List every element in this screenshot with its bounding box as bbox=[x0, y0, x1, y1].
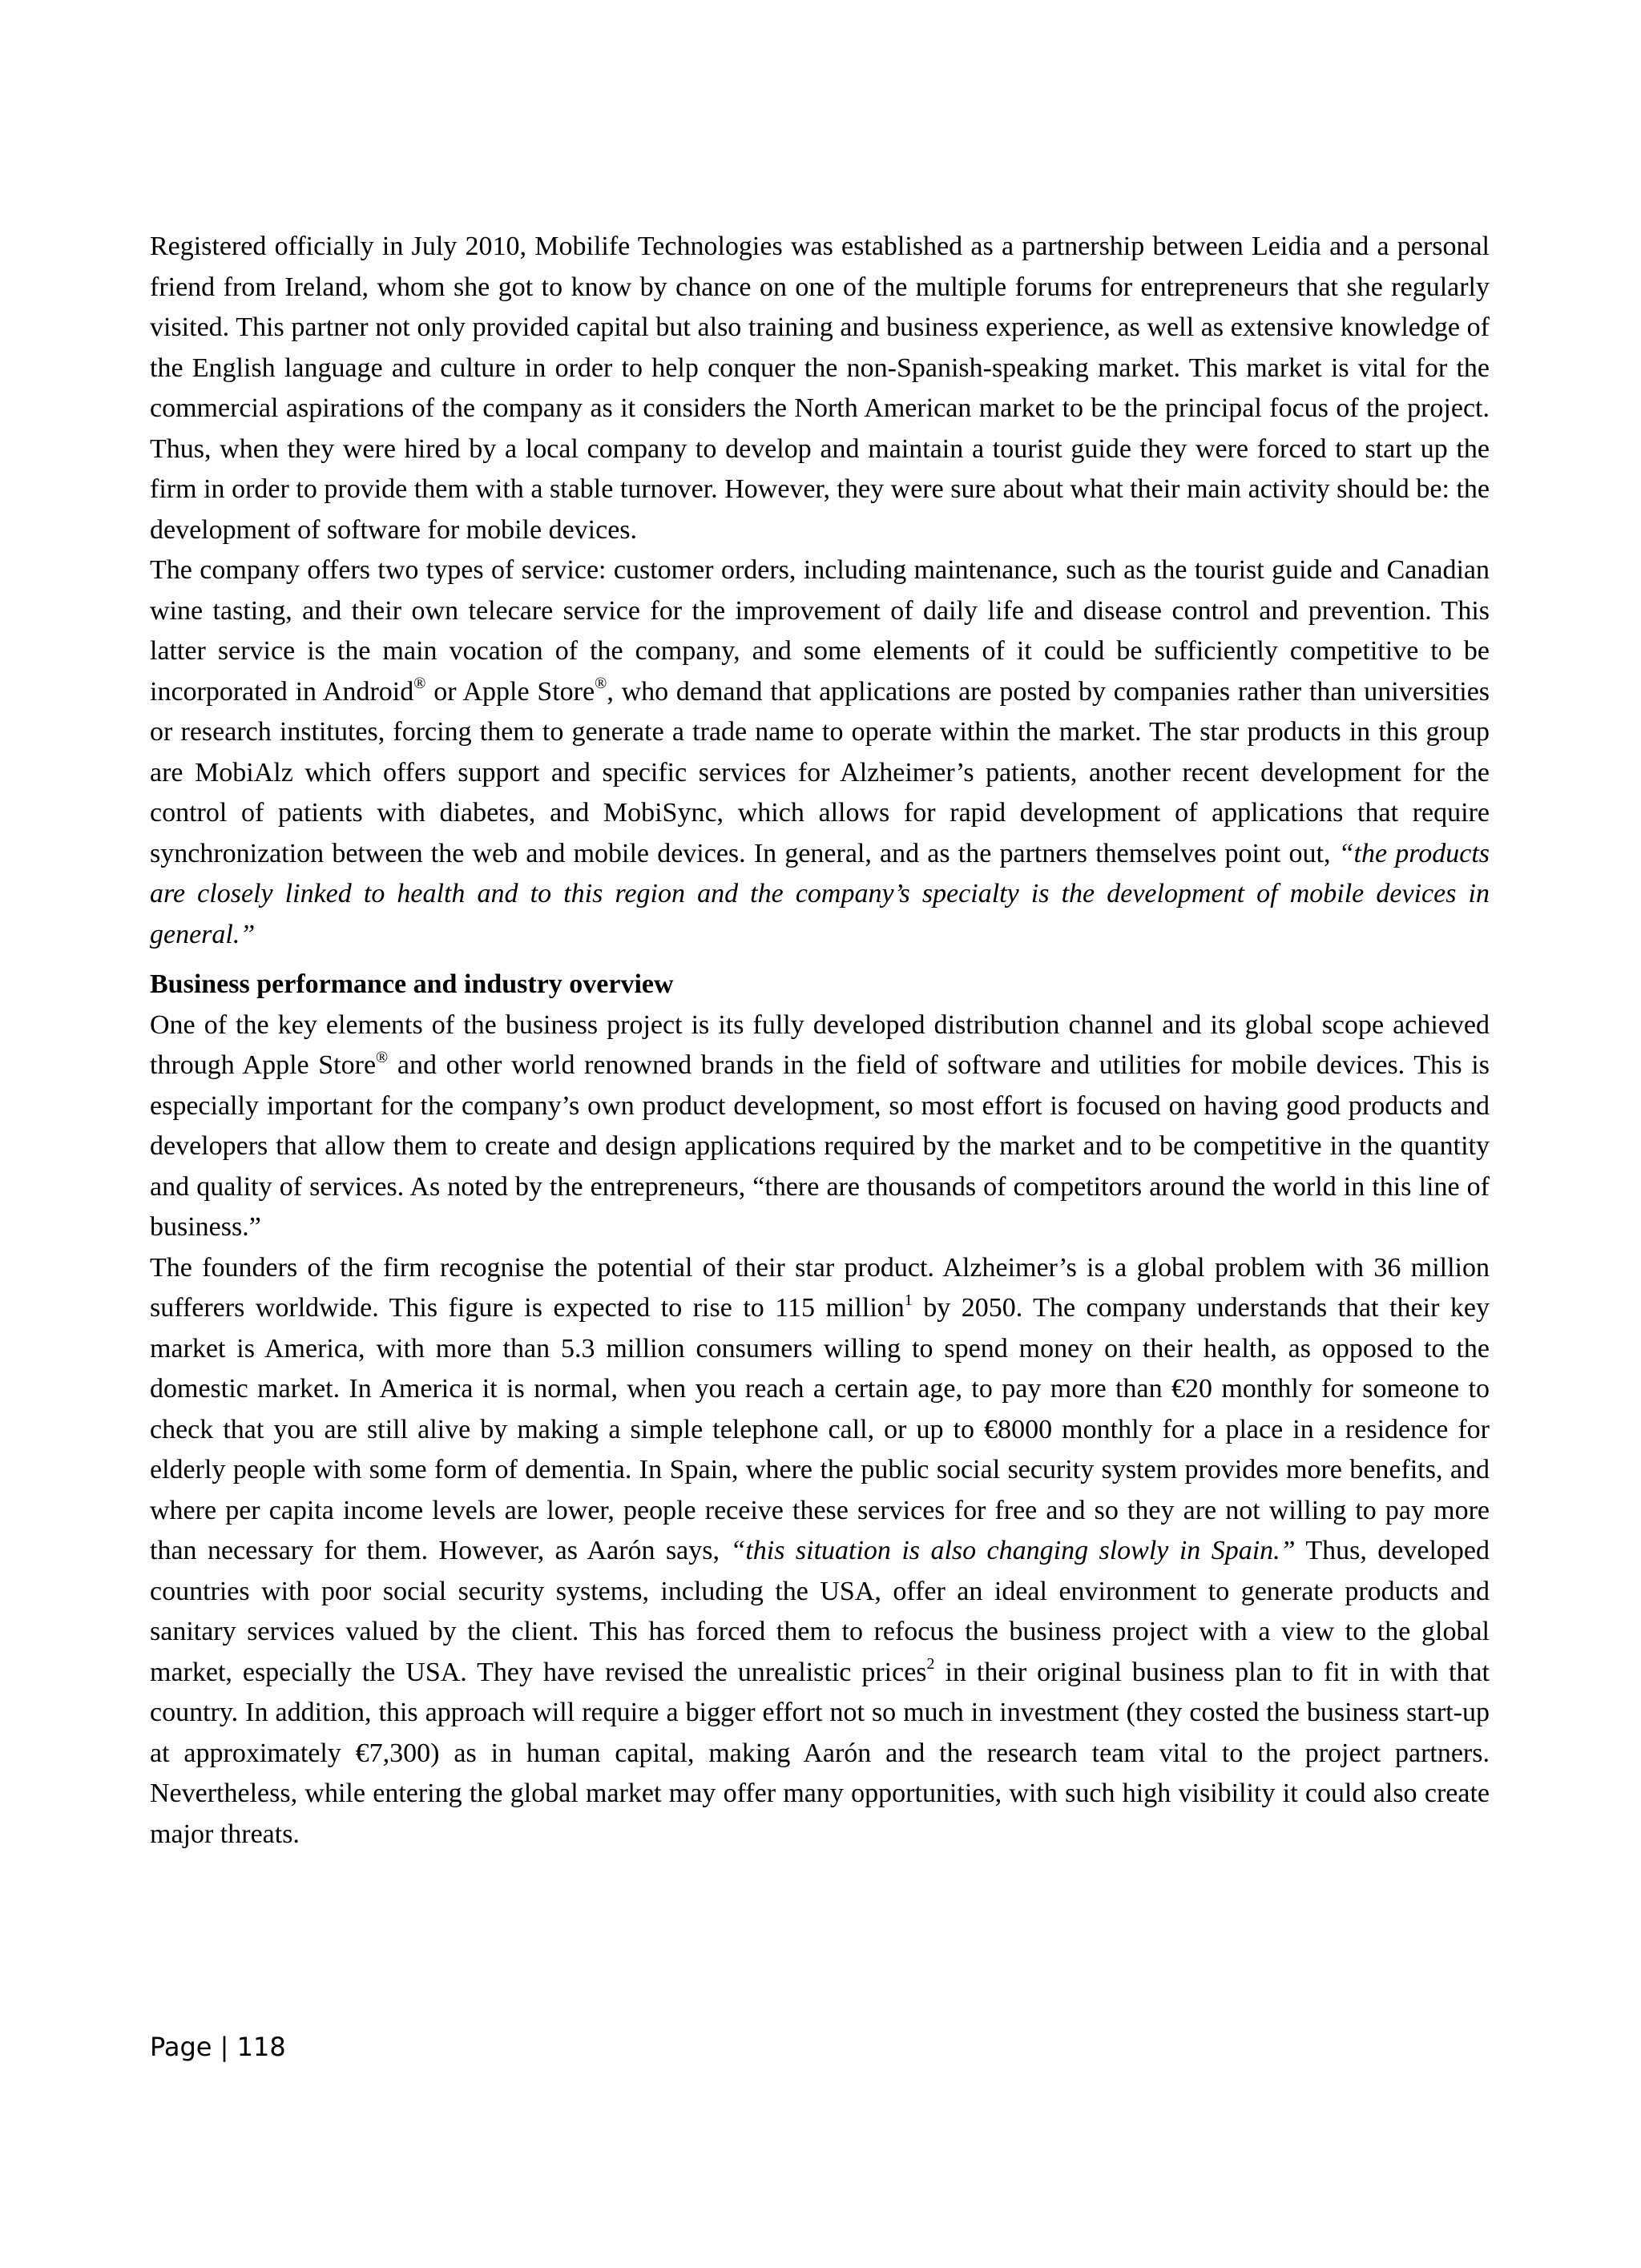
footnote-ref-1: 1 bbox=[904, 1291, 913, 1309]
paragraph-text: Registered officially in July 2010, Mobilife Technologies was established as a partnership between Leidia and a personal friend from Ireland, whom she got to know by chance on one of the multiple forums for entrepreneurs that she regularly visited. This partner not only provided capital but also training and business experience, as well as extensive knowledge of the English language and culture in order to help conquer the non-Spanish-speaking market. This market is vital for the commercial aspirations of the company as it considers the North American market to be the principal focus of the project. Thus, when they were hired by a local company to develop and maintain a tourist guide they were forced to start up the firm in order to provide them with a stable turnover. However, they were sure about what their main activity should be: the development of software for mobile devices. bbox=[150, 232, 1490, 545]
section-heading: Business performance and industry overview bbox=[150, 969, 674, 999]
page-number-footer: Page | 118 bbox=[150, 2032, 286, 2062]
aaron-quote: “this situation is also changing slowly in Spain.” bbox=[730, 1536, 1296, 1565]
paragraph-text: The founders of the firm recognise the potential of their star product. Alzheimer’s is a global problem with 36 million sufferers worldwide. This figure is expected to rise to 115 million bbox=[150, 1252, 1490, 1323]
paragraph-text: and other world renowned brands in the field of software and utilities for mobile devices. This is especially important for the company’s own product development, so most effort is focused on having good products and developers that allow them to create and design applications required by the market and to be competitive in the quantity and quality of services. As noted by the entrepreneurs, “there are thousands of competitors around the world in this line of business.” bbox=[150, 1050, 1490, 1242]
registered-mark: ® bbox=[413, 675, 426, 693]
paragraph-text: in their original business plan to fit in with that country. In addition, this approach will require a bigger effort not so much in investment (they costed the business start-up at approximately €7,300) as in human capital, making Aarón and the research team vital to the project partners. Nevertheless, while entering the global market may offer many opportunities, with such high visibility it could also create major threats. bbox=[150, 1657, 1490, 1849]
paragraph-text: , who demand that applications are posted by companies rather than universities or research institutes, forcing them to generate a trade name to operate within the market. The star products in this group are MobiAlz which offers support and specific services for Alzheimer’s patients, another recent development for the control of patients with diabetes, and MobiSync, which allows for rapid development of applications that require synchronization between the web and mobile devices. In general, and as the partners themselves point out, bbox=[150, 676, 1490, 868]
paragraph-distribution bbox=[150, 1005, 1490, 1248]
registered-mark: ® bbox=[595, 675, 607, 693]
paragraph-text: by 2050. The company understands that their key market is America, with more than 5.3 million consumers willing to spend money on their health, as opposed to the domestic market. In America it is normal, when you reach a certain age, to pay more than €20 monthly for someone to check that you are still alive by making a simple telephone call, or up to €8000 monthly for a place in a residence for elderly people with some form of dementia. In Spain, where the public social security system provides more benefits, and where per capita income levels are lower, people receive these services for free and so they are not willing to pay more than necessary for them. However, as Aarón says, bbox=[150, 1293, 1490, 1565]
paragraph-text: Thus, developed countries with poor social security systems, including the USA, offer an ideal environment to generate products and sanitary services valued by the client. This has forced them to refocus the business project with a view to the global market, especially the USA. They have revised the unrealistic prices bbox=[150, 1536, 1490, 1687]
paragraph-text: The company offers two types of service: customer orders, including maintenance, such as the tourist guide and Canadian wine tasting, and their own telecare service for the improvement of daily life and disease control and prevention. This latter service is the main vocation of the company, and some elements of it could be sufficiently competitive to be incorporated in Android bbox=[150, 555, 1490, 707]
paragraph-text: One of the key elements of the business project is its fully developed distribution channel and its global scope achieved through Apple Store bbox=[150, 1009, 1490, 1080]
paragraph-market bbox=[150, 1248, 1490, 1855]
paragraph-text: or Apple Store bbox=[425, 676, 595, 707]
paragraph-company-founding bbox=[150, 227, 1490, 550]
registered-mark: ® bbox=[376, 1048, 389, 1066]
partner-quote: “the products are closely linked to health and to this region and the company’s specialty is the development of mobile devices in general.” bbox=[150, 838, 1490, 949]
paragraph-services bbox=[150, 550, 1490, 955]
document-body bbox=[150, 227, 1490, 1855]
footnote-ref-2: 2 bbox=[926, 1655, 935, 1674]
